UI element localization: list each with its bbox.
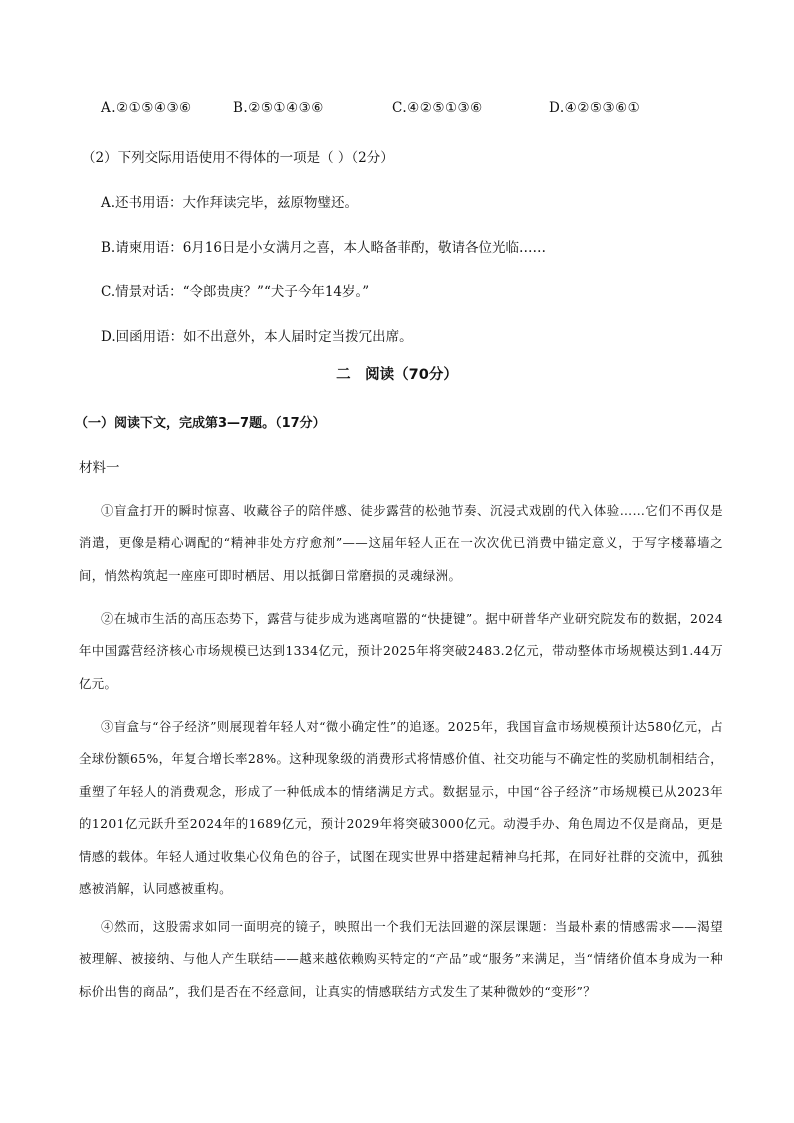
- paragraph-1: ①盲盒打开的瞬时惊喜、收藏谷子的陪伴感、徒步露营的松弛节奏、沉浸式戏剧的代入体验……它们不再仅是消遣，更像是精心调配的“精神非处方疗愈剂”——这届年轻人正在一次次优已消费中锚定意义，于写字楼幕墙之间，悄然构筑起一座座可即时栖居、用以抵御日常磨损的灵魂绿洲。: [79, 503, 723, 583]
- question-2-option-d: D.回函用语：如不出意外，本人届时定当拨冗出席。: [101, 329, 413, 345]
- paragraph-3: ③盲盒与“谷子经济”则展现着年轻人对“微小确定性”的追逐。2025年，我国盲盒市场规模预计达580亿元，占全球份额65%，年复合增长率28%。这种现象级的消费形式将情感价值、社交功能与不确定性的奖励机制相结合，重塑了年轻人的消费观念，形成了一种低成本的情绪满足方式。数据显示，中国“谷子经济”市场规模已从2023年的1201亿元跃升至2024年的1689亿元，预计2029年将突破3000亿元。动漫手办、角色周边不仅是商品，更是情感的载体。年轻人通过收集心仪角色的谷子，试图在现实世界中搭建起精神乌托邦，在同好社群的交流中，孤独感被消解，认同感被重构。: [79, 719, 723, 897]
- section-title: 二 阅读（70分）: [336, 367, 458, 383]
- question-1-options: [0, 100, 794, 122]
- option-d: D.④②⑤③⑥①: [549, 100, 641, 116]
- paragraph-4: ④然而，这股需求如同一面明亮的镜子，映照出一个我们无法回避的深层课题：当最朴素的情感需求——渴望被理解、被接纳、与他人产生联结——越来越依赖购买特定的“产品”或“服务”来满足，当“情绪价值本身成为一种标价出售的商品”，我们是否在不经意间，让真实的情感联结方式发生了某种微妙的“变形”？: [79, 919, 723, 999]
- question-2-stem: （2）下列交际用语使用不得体的一项是（ ）（2分）: [82, 150, 394, 166]
- option-b: B.②⑤①④③⑥: [233, 100, 324, 116]
- question-2-option-a: A.还书用语：大作拜读完毕，兹原物璧还。: [101, 195, 359, 211]
- subsection-title: （一）阅读下文，完成第3—7题。（17分）: [75, 416, 326, 431]
- question-2-option-b: B.请柬用语：6月16日是小女满月之喜，本人略备菲酌，敬请各位光临……: [101, 240, 546, 256]
- question-2-option-c: C.情景对话：“令郎贵庚？”“犬子今年14岁。”: [101, 284, 370, 300]
- paragraph-2: ②在城市生活的高压态势下，露营与徒步成为逃离喧嚣的“快捷键”。据中研普华产业研究院发布的数据，2024年中国露营经济核心市场规模已达到1334亿元，预计2025年将突破2483.2亿元，带动整体市场规模达到1.44万亿元。: [79, 611, 723, 691]
- material-label: 材料一: [79, 460, 120, 476]
- option-c: C.④②⑤①③⑥: [392, 100, 483, 116]
- option-a: A.②①⑤④③⑥: [101, 100, 192, 116]
